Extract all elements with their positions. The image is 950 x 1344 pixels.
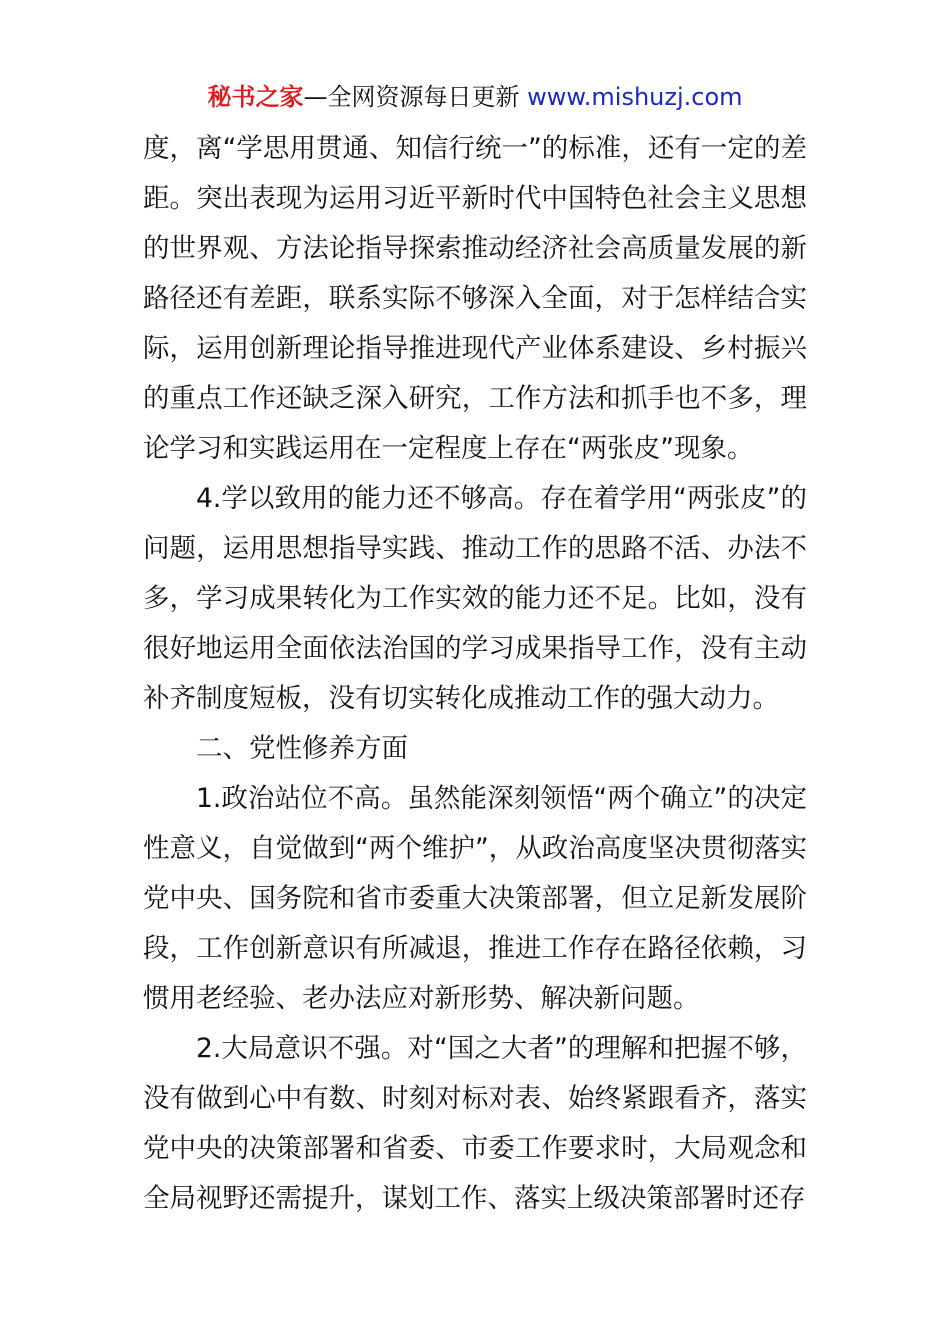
paragraph-continuation: 度，离“学思用贯通、知信行统一”的标准，还有一定的差距。突出表现为运用习近平新时代中国特色社会主义思想的世界观、方法论指导探索推动经济社会高质量发展的新路径还有差距，联系实际不够深入全面，对于怎样结合实际，运用创新理论指导推进现代产业体系建设、乡村振兴的重点工作还缺乏深入研究，工作方法和抓手也不多，理论学习和实践运用在一定程度上存在“两张皮”现象。 (143, 133, 807, 464)
paragraph-item-1: 1.政治站位不高。虽然能深刻领悟“两个确立”的决定性意义，自觉做到“两个维护”，从政治高度坚决贯彻落实党中央、国务院和省市委重大决策部署，但立足新发展阶段，工作创新意识有所减退，推进工作存在路径依赖，习惯用老经验、老办法应对新形势、解决新问题。 (143, 783, 807, 1014)
brand-name: 秘书之家 (207, 83, 304, 111)
paragraph-item-2: 2.大局意识不强。对“国之大者”的理解和把握不够，没有做到心中有数、时刻对标对表、始终紧跟看齐，落实党中央的决策部署和省委、市委工作要求时，大局观念和全局视野还需提升，谋划工作、落实上级决策部署时还存 (143, 1033, 807, 1214)
section-heading: 二、党性修养方面 (196, 733, 408, 764)
paragraph-item-4: 4.学以致用的能力还不够高。存在着学用“两张皮”的问题，运用思想指导实践、推动工作的思路不活、办法不多，学习成果转化为工作实效的能力还不足。比如，没有很好地运用全面依法治国的学习成果指导工作，没有主动补齐制度短板，没有切实转化成推动工作的强大动力。 (143, 483, 807, 714)
header-tagline: —全网资源每日更新 (303, 83, 528, 111)
page-header (0, 80, 950, 114)
document-body (143, 124, 807, 1224)
website-link[interactable]: www.mishuzj.com (527, 83, 743, 111)
